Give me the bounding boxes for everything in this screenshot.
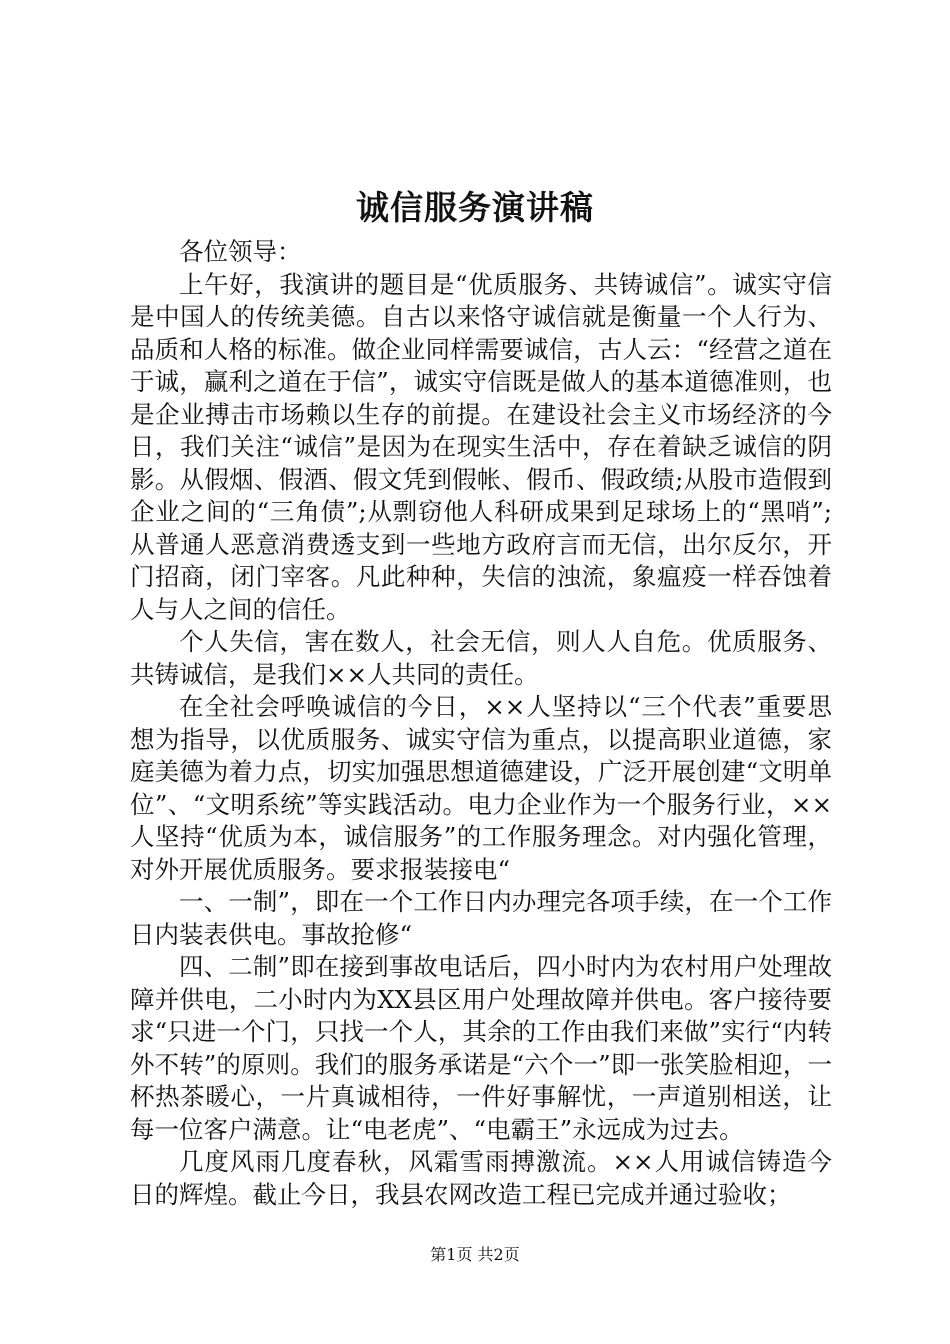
paragraph: 几度风雨几度春秋，风霜雪雨搏激流。××人用诚信铸造今日的辉煌。截止今日，我县农网改造工程已完成并通过验收； [130,1147,832,1209]
paragraph: 个人失信，害在数人，社会无信，则人人自危。优质服务、共铸诚信，是我们××人共同的责任。 [130,627,832,689]
paragraph: 上午好，我演讲的题目是“优质服务、共铸诚信”。诚实守信是中国人的传统美德。自古以来恪守诚信就是衡量一个人行为、品质和人格的标准。做企业同样需要诚信，古人云：“经营之道在于诚，赢利之道在于信”，诚实守信既是做人的基本道德准则，也是企业搏击市场赖以生存的前提。在建设社会主义市场经济的今日，我们关注“诚信”是因为在现实生活中，存在着缺乏诚信的阴影。从假烟、假酒、假文凭到假帐、假币、假政绩;从股市造假到企业之间的“三角债”;从剽窃他人科研成果到足球场上的“黑哨”;从普通人恶意消费透支到一些地方政府言而无信，出尔反尔，开门招商，闭门宰客。凡此种种，失信的浊流，象瘟疫一样吞蚀着人与人之间的信任。 [130,269,832,624]
paragraph: 在全社会呼唤诚信的今日，××人坚持以“三个代表”重要思想为指导，以优质服务、诚实守信为重点，以提高职业道德，家庭美德为着力点，切实加强思想道德建设，广泛开展创建“文明单位”、“文明系统”等实践活动。电力企业作为一个服务行业，××人坚持“优质为本，诚信服务”的工作服务理念。对内强化管理，对外开展优质服务。要求报装接电“ [130,692,832,884]
paragraph: 四、二制”即在接到事故电话后，四小时内为农村用户处理故障并供电，二小时内为XX县区用户处理故障并供电。客户接待要求“只进一个门，只找一个人，其余的工作由我们来做”实行“内转外不转”的原则。我们的服务承诺是“六个一”即一张笑脸相迎，一杯热茶暖心，一片真诚相待，一件好事解忧，一声道别相送，让每一位客户满意。让“电老虎”、“电霸王”永远成为过去。 [130,952,832,1144]
salutation: 各位领导： [179,237,302,266]
paragraph: 一、一制”，即在一个工作日内办理完各项手续，在一个工作日内装表供电。事故抢修“ [130,887,832,949]
document-title: 诚信服务演讲稿 [356,188,594,227]
document-body [130,236,832,1211]
page-footer: 第1页 共2页 [430,1245,520,1264]
